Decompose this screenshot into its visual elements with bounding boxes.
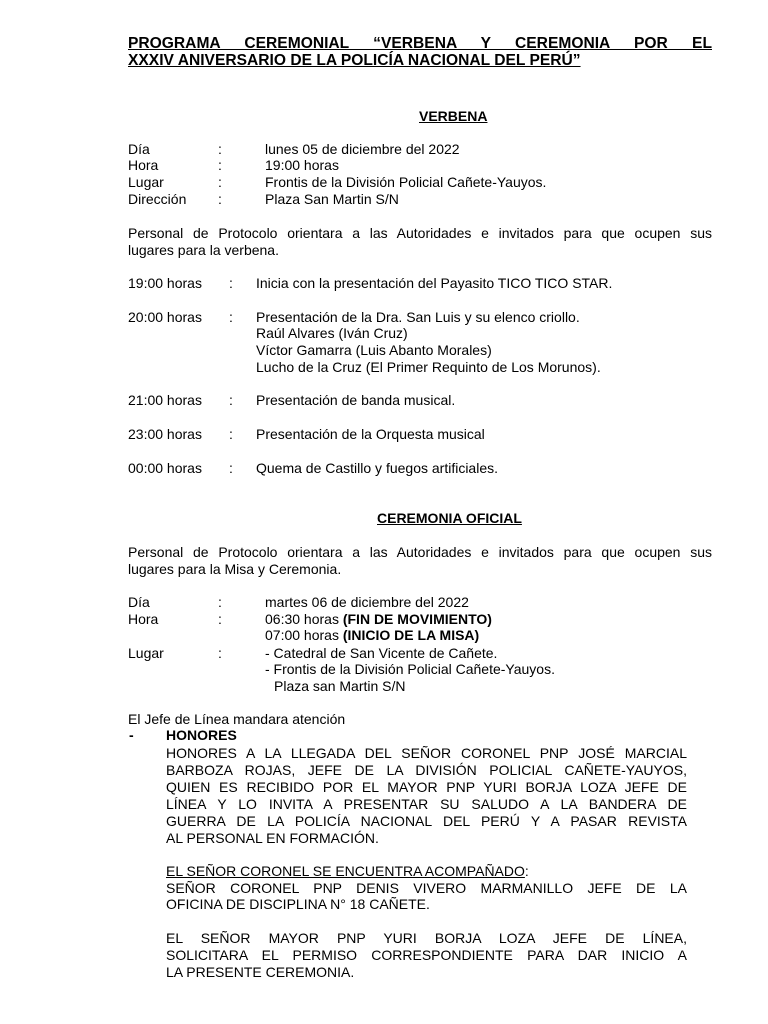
detail-sep: : [218,611,222,627]
acompanado-colon: : [524,863,529,879]
ceremonia-label-lugar: Lugar [128,645,164,661]
mayor-line: SOLICITARA EL PERMISO CORRESPONDIENTE PARA DAR INICIO A [166,947,687,963]
schedule-time: 19:00 horas [128,275,202,291]
acompanado-line: SEÑOR CORONEL PNP DENIS VIVERO MARMANILLO JEFE DE LA [166,880,687,896]
title-line-1: PROGRAMA CEREMONIAL “VERBENA Y CEREMONIA POR EL [128,35,712,52]
acompanado-title: EL SEÑOR CORONEL SE ENCUENTRA ACOMPAÑADO [166,863,525,879]
schedule-item: Presentación de banda musical. [256,392,456,408]
ceremonia-label-hora: Hora [128,611,159,627]
schedule-time: 00:00 horas [128,460,202,476]
honores-title: HONORES [166,727,237,743]
detail-label-hora: Hora [128,157,159,173]
honores-paragraph-line: QUIEN ES RECIBIDO POR EL MAYOR PNP YURI BORJA LOZA JEFE DE [166,779,687,795]
schedule-sep: : [229,309,233,325]
schedule-item: Presentación de la Dra. San Luis y su elenco criollo. [256,309,580,325]
verbena-intro-line-1: Personal de Protocolo orientara a las Autoridades e invitados para que ocupen sus [128,225,712,241]
ceremonia-lugar-1: - Catedral de San Vicente de Cañete. [265,645,498,661]
ceremonia-lugar-2: - Frontis de la División Policial Cañete-Yauyos. [265,661,555,677]
ceremonia-label-dia: Día [128,594,150,610]
title-line-2: XXXIV ANIVERSARIO DE LA POLICÍA NACIONAL DEL PERÚ” [128,52,581,69]
detail-sep: : [218,157,222,173]
honores-paragraph-line: LÍNEA Y LO INVITA A PRESENTAR SU SALUDO A LA BANDERA DE [166,796,687,812]
schedule-sep: : [229,275,233,291]
hora-note: (INICIO DE LA MISA) [342,627,480,643]
honores-paragraph-line: AL PERSONAL EN FORMACIÓN. [166,830,379,846]
ceremonia-value-dia: martes 06 de diciembre del 2022 [265,594,469,610]
schedule-item: Quema de Castillo y fuegos artificiales. [256,460,498,476]
schedule-item: Presentación de la Orquesta musical [256,426,485,442]
jefe-linea-text: El Jefe de Línea mandara atención [128,711,346,727]
detail-sep: : [218,174,222,190]
schedule-item: Inicia con la presentación del Payasito TICO TICO STAR. [256,275,613,291]
detail-value-hora: 19:00 horas [265,157,339,173]
hora-time: 06:30 horas [265,611,343,627]
detail-label-direccion: Dirección [128,191,187,207]
schedule-item: Víctor Gamarra (Luis Abanto Morales) [256,342,492,358]
detail-label-lugar: Lugar [128,174,164,190]
honores-paragraph-line: HONORES A LA LLEGADA DEL SEÑOR CORONEL PNP JOSÉ MARCIAL [166,745,687,761]
verbena-intro-line-2: lugares para la verbena. [128,242,279,258]
verbena-heading: VERBENA [419,108,488,124]
ceremonia-intro-line-2: lugares para la Misa y Ceremonia. [128,561,342,577]
schedule-sep: : [229,460,233,476]
acompanado-heading [166,863,529,880]
schedule-time: 21:00 horas [128,392,202,408]
schedule-time: 20:00 horas [128,309,202,325]
hora-note: (FIN DE MOVIMIENTO) [342,611,492,627]
detail-value-direccion: Plaza San Martin S/N [265,191,399,207]
detail-value-lugar: Frontis de la División Policial Cañete-Yauyos. [265,174,547,190]
detail-sep: : [218,594,222,610]
detail-sep: : [218,141,222,157]
mayor-line: LA PRESENTE CEREMONIA. [166,964,355,980]
schedule-sep: : [229,392,233,408]
ceremonia-heading: CEREMONIA OFICIAL [377,510,522,526]
honores-bullet: - [129,727,134,743]
schedule-item: Lucho de la Cruz (El Primer Requinto de Los Morunos). [256,359,601,375]
document-title [128,35,712,69]
detail-label-dia: Día [128,141,150,157]
honores-paragraph-line: GUERRA DE LA POLICÍA NACIONAL DEL PERÚ Y A PASAR REVISTA [166,813,687,829]
ceremonia-hora-1 [265,611,492,628]
ceremonia-lugar-3: Plaza san Martin S/N [274,678,406,694]
detail-sep: : [218,645,222,661]
detail-sep: : [218,191,222,207]
mayor-line: EL SEÑOR MAYOR PNP YURI BORJA LOZA JEFE DE LÍNEA, [166,930,687,946]
ceremonia-hora-2 [265,627,479,644]
detail-value-dia: lunes 05 de diciembre del 2022 [265,141,460,157]
hora-time: 07:00 horas [265,627,343,643]
acompanado-line: OFICINA DE DISCIPLINA N° 18 CAÑETE. [166,896,430,912]
schedule-item: Raúl Alvares (Iván Cruz) [256,325,408,341]
schedule-time: 23:00 horas [128,426,202,442]
honores-paragraph-line: BARBOZA ROJAS, JEFE DE LA DIVISIÓN POLICIAL CAÑETE-YAUYOS, [166,762,687,778]
schedule-sep: : [229,426,233,442]
ceremonia-intro-line-1: Personal de Protocolo orientara a las Autoridades e invitados para que ocupen sus [128,544,712,560]
